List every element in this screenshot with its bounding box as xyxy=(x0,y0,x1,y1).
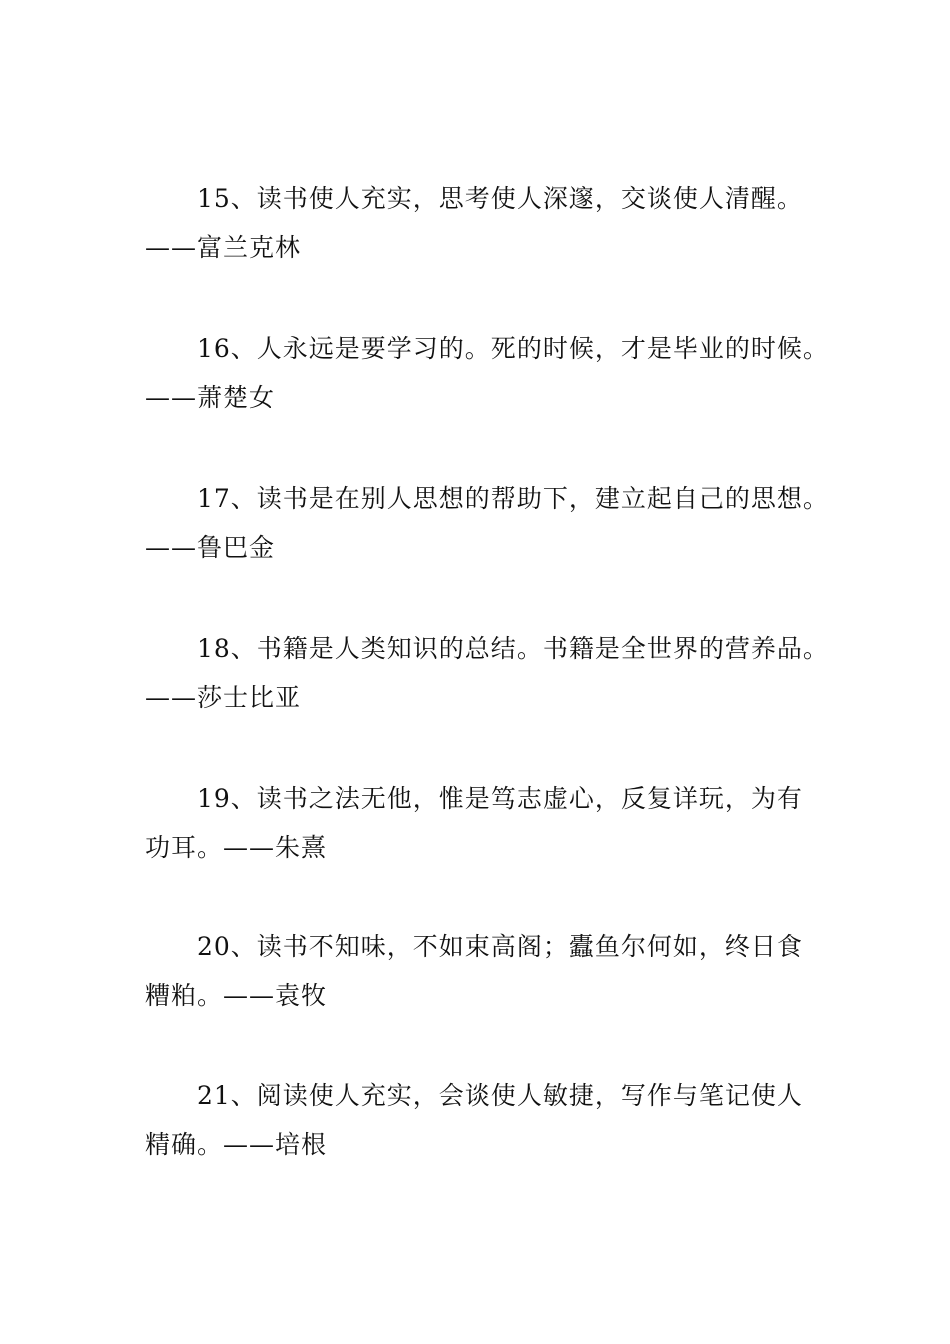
quote-continuation: 功耳。——朱熹 xyxy=(145,833,328,862)
quote-16 xyxy=(145,324,829,422)
quote-author: ——富兰克林 xyxy=(145,233,302,262)
quote-continuation: 糟粕。——袁牧 xyxy=(145,981,328,1010)
quote-21 xyxy=(145,1071,825,1169)
quote-19 xyxy=(145,774,825,872)
quote-text: 21、阅读使人充实，会谈使人敏捷，写作与笔记使人 xyxy=(197,1081,803,1110)
quote-text: 20、读书不知味，不如束高阁；蠹鱼尔何如，终日食 xyxy=(197,932,803,961)
quote-18 xyxy=(145,624,829,722)
quote-text: 16、人永远是要学习的。死的时候，才是毕业的时候。 xyxy=(197,334,829,363)
quote-continuation: 精确。——培根 xyxy=(145,1130,328,1159)
quote-text: 19、读书之法无他，惟是笃志虚心，反复详玩，为有 xyxy=(197,784,803,813)
quote-author: ——萧楚女 xyxy=(145,383,276,412)
quote-text: 18、书籍是人类知识的总结。书籍是全世界的营养品。 xyxy=(197,634,829,663)
quote-15 xyxy=(145,174,825,272)
quote-text: 17、读书是在别人思想的帮助下，建立起自己的思想。 xyxy=(197,484,829,513)
quote-text: 15、读书使人充实，思考使人深邃，交谈使人清醒。 xyxy=(197,184,803,213)
quote-17 xyxy=(145,474,829,572)
quote-author: ——莎士比亚 xyxy=(145,683,302,712)
quote-20 xyxy=(145,922,825,1020)
quote-author: ——鲁巴金 xyxy=(145,533,276,562)
